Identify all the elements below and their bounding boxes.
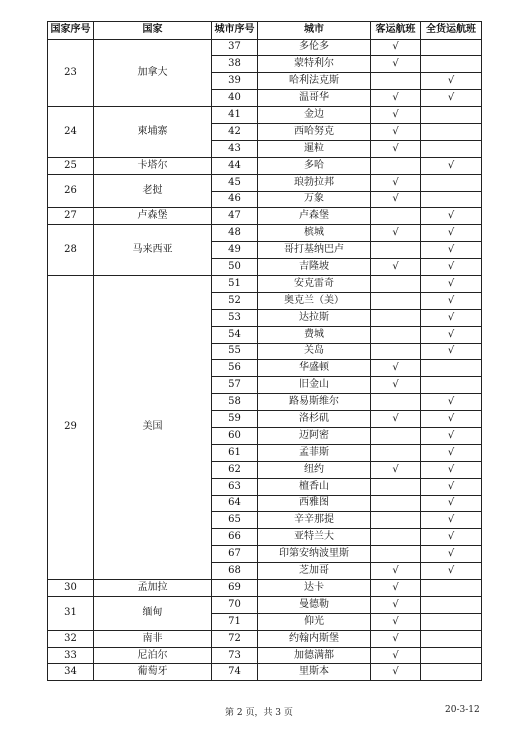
country-no-cell: 33 [48,647,94,664]
header-cargo-flights: 全货运航班 [421,22,482,40]
passenger-flight-cell: √ [371,191,421,208]
cargo-flight-cell: √ [421,242,482,259]
city-name-cell: 蒙特利尔 [258,56,371,73]
city-no-cell: 70 [212,596,258,613]
country-name-cell: 葡萄牙 [94,664,212,681]
cargo-flight-cell [421,613,482,630]
city-no-cell: 44 [212,157,258,174]
cargo-flight-cell: √ [421,529,482,546]
passenger-flight-cell: √ [371,613,421,630]
cargo-flight-cell [421,596,482,613]
city-no-cell: 55 [212,343,258,360]
cargo-flight-cell [421,123,482,140]
cargo-flight-cell: √ [421,259,482,276]
city-no-cell: 38 [212,56,258,73]
city-name-cell: 路易斯维尔 [258,394,371,411]
passenger-flight-cell: √ [371,140,421,157]
flight-routes-table [47,21,482,681]
passenger-flight-cell: √ [371,411,421,428]
passenger-flight-cell: √ [371,664,421,681]
passenger-flight-cell: √ [371,377,421,394]
country-name-cell: 马来西亚 [94,225,212,276]
city-no-cell: 74 [212,664,258,681]
city-no-cell: 73 [212,647,258,664]
header-passenger-flights: 客运航班 [371,22,421,40]
passenger-flight-cell [371,478,421,495]
passenger-flight-cell: √ [371,123,421,140]
country-name-cell: 老挝 [94,174,212,208]
cargo-flight-cell: √ [421,157,482,174]
header-country: 国家 [94,22,212,40]
cargo-flight-cell: √ [421,394,482,411]
country-name-cell: 孟加拉 [94,580,212,597]
city-name-cell: 迈阿密 [258,427,371,444]
cargo-flight-cell: √ [421,495,482,512]
city-name-cell: 温哥华 [258,90,371,107]
table-row [48,157,482,174]
cargo-flight-cell [421,377,482,394]
city-no-cell: 60 [212,427,258,444]
city-name-cell: 芝加哥 [258,563,371,580]
city-name-cell: 达拉斯 [258,309,371,326]
country-no-cell: 28 [48,225,94,276]
page-number: 第 2 页，共 3 页 [225,708,293,718]
city-no-cell: 69 [212,580,258,597]
cargo-flight-cell [421,630,482,647]
city-name-cell: 仰光 [258,613,371,630]
table-body [48,39,482,681]
cargo-flight-cell: √ [421,90,482,107]
passenger-flight-cell [371,427,421,444]
country-name-cell: 柬埔寨 [94,107,212,158]
cargo-flight-cell: √ [421,461,482,478]
cargo-flight-cell [421,174,482,191]
cargo-flight-cell: √ [421,563,482,580]
passenger-flight-cell [371,208,421,225]
city-name-cell: 纽约 [258,461,371,478]
city-no-cell: 64 [212,495,258,512]
cargo-flight-cell: √ [421,309,482,326]
cargo-flight-cell: √ [421,444,482,461]
cargo-flight-cell: √ [421,546,482,563]
city-no-cell: 39 [212,73,258,90]
passenger-flight-cell [371,275,421,292]
table-row [48,107,482,124]
country-no-cell: 24 [48,107,94,158]
city-no-cell: 66 [212,529,258,546]
city-no-cell: 63 [212,478,258,495]
cargo-flight-cell: √ [421,73,482,90]
passenger-flight-cell [371,444,421,461]
passenger-flight-cell [371,309,421,326]
cargo-flight-cell [421,647,482,664]
cargo-flight-cell [421,56,482,73]
city-no-cell: 49 [212,242,258,259]
city-name-cell: 辛辛那提 [258,512,371,529]
city-name-cell: 奥克兰（美） [258,292,371,309]
city-no-cell: 37 [212,39,258,56]
city-no-cell: 47 [212,208,258,225]
passenger-flight-cell: √ [371,259,421,276]
table-row [48,664,482,681]
city-no-cell: 58 [212,394,258,411]
passenger-flight-cell: √ [371,174,421,191]
city-name-cell: 哈利法克斯 [258,73,371,90]
table-row [48,174,482,191]
passenger-flight-cell [371,343,421,360]
city-no-cell: 50 [212,259,258,276]
cargo-flight-cell [421,664,482,681]
city-name-cell: 卢森堡 [258,208,371,225]
city-name-cell: 洛杉矶 [258,411,371,428]
table-row [48,580,482,597]
passenger-flight-cell [371,495,421,512]
footer-date: 20-3-12 [445,705,480,715]
cargo-flight-cell [421,107,482,124]
passenger-flight-cell: √ [371,563,421,580]
city-no-cell: 53 [212,309,258,326]
city-name-cell: 西雅图 [258,495,371,512]
city-name-cell: 吉隆坡 [258,259,371,276]
cargo-flight-cell: √ [421,292,482,309]
city-name-cell: 琅勃拉邦 [258,174,371,191]
passenger-flight-cell: √ [371,360,421,377]
country-no-cell: 29 [48,275,94,579]
city-name-cell: 檀香山 [258,478,371,495]
country-name-cell: 缅甸 [94,596,212,630]
passenger-flight-cell [371,292,421,309]
passenger-flight-cell [371,157,421,174]
table-row [48,647,482,664]
city-name-cell: 印第安纳波里斯 [258,546,371,563]
city-name-cell: 关岛 [258,343,371,360]
passenger-flight-cell: √ [371,630,421,647]
passenger-flight-cell [371,326,421,343]
cargo-flight-cell: √ [421,411,482,428]
cargo-flight-cell [421,39,482,56]
passenger-flight-cell: √ [371,596,421,613]
city-no-cell: 68 [212,563,258,580]
city-no-cell: 57 [212,377,258,394]
city-no-cell: 67 [212,546,258,563]
city-name-cell: 曼德勒 [258,596,371,613]
cargo-flight-cell: √ [421,208,482,225]
passenger-flight-cell: √ [371,225,421,242]
country-name-cell: 尼泊尔 [94,647,212,664]
table-header-row [48,22,482,40]
country-no-cell: 23 [48,39,94,107]
cargo-flight-cell: √ [421,427,482,444]
city-name-cell: 槟城 [258,225,371,242]
passenger-flight-cell: √ [371,39,421,56]
city-name-cell: 达卡 [258,580,371,597]
city-name-cell: 多伦多 [258,39,371,56]
city-name-cell: 西哈努克 [258,123,371,140]
city-no-cell: 48 [212,225,258,242]
cargo-flight-cell: √ [421,225,482,242]
city-name-cell: 安克雷奇 [258,275,371,292]
city-no-cell: 45 [212,174,258,191]
city-no-cell: 65 [212,512,258,529]
country-no-cell: 26 [48,174,94,208]
header-city: 城市 [258,22,371,40]
passenger-flight-cell [371,73,421,90]
table-row [48,225,482,242]
city-name-cell: 里斯本 [258,664,371,681]
cargo-flight-cell [421,140,482,157]
city-name-cell: 亚特兰大 [258,529,371,546]
cargo-flight-cell: √ [421,326,482,343]
city-name-cell: 暹粒 [258,140,371,157]
city-no-cell: 46 [212,191,258,208]
table-row [48,596,482,613]
city-no-cell: 54 [212,326,258,343]
cargo-flight-cell: √ [421,512,482,529]
country-no-cell: 31 [48,596,94,630]
country-no-cell: 32 [48,630,94,647]
city-no-cell: 41 [212,107,258,124]
city-no-cell: 56 [212,360,258,377]
city-no-cell: 51 [212,275,258,292]
city-name-cell: 多哈 [258,157,371,174]
city-no-cell: 52 [212,292,258,309]
passenger-flight-cell [371,512,421,529]
country-no-cell: 25 [48,157,94,174]
country-name-cell: 加拿大 [94,39,212,107]
table-row [48,275,482,292]
cargo-flight-cell [421,191,482,208]
city-no-cell: 62 [212,461,258,478]
passenger-flight-cell [371,242,421,259]
passenger-flight-cell: √ [371,56,421,73]
country-name-cell: 南非 [94,630,212,647]
city-name-cell: 费城 [258,326,371,343]
passenger-flight-cell [371,529,421,546]
passenger-flight-cell [371,394,421,411]
cargo-flight-cell: √ [421,478,482,495]
city-no-cell: 59 [212,411,258,428]
city-name-cell: 万象 [258,191,371,208]
cargo-flight-cell [421,360,482,377]
passenger-flight-cell: √ [371,580,421,597]
cargo-flight-cell [421,580,482,597]
country-name-cell: 卢森堡 [94,208,212,225]
passenger-flight-cell: √ [371,90,421,107]
city-no-cell: 61 [212,444,258,461]
city-name-cell: 金边 [258,107,371,124]
passenger-flight-cell [371,546,421,563]
passenger-flight-cell: √ [371,107,421,124]
passenger-flight-cell: √ [371,647,421,664]
country-no-cell: 27 [48,208,94,225]
passenger-flight-cell: √ [371,461,421,478]
city-name-cell: 旧金山 [258,377,371,394]
country-no-cell: 30 [48,580,94,597]
cargo-flight-cell: √ [421,275,482,292]
city-no-cell: 42 [212,123,258,140]
table-row [48,630,482,647]
city-no-cell: 72 [212,630,258,647]
header-city-no: 城市序号 [212,22,258,40]
city-name-cell: 约翰内斯堡 [258,630,371,647]
city-no-cell: 43 [212,140,258,157]
city-name-cell: 哥打基纳巴卢 [258,242,371,259]
table-row [48,39,482,56]
table-row [48,208,482,225]
header-country-no: 国家序号 [48,22,94,40]
city-no-cell: 71 [212,613,258,630]
city-name-cell: 孟菲斯 [258,444,371,461]
country-no-cell: 34 [48,664,94,681]
country-name-cell: 美国 [94,275,212,579]
city-name-cell: 华盛顿 [258,360,371,377]
city-name-cell: 加德满都 [258,647,371,664]
city-no-cell: 40 [212,90,258,107]
country-name-cell: 卡塔尔 [94,157,212,174]
cargo-flight-cell: √ [421,343,482,360]
